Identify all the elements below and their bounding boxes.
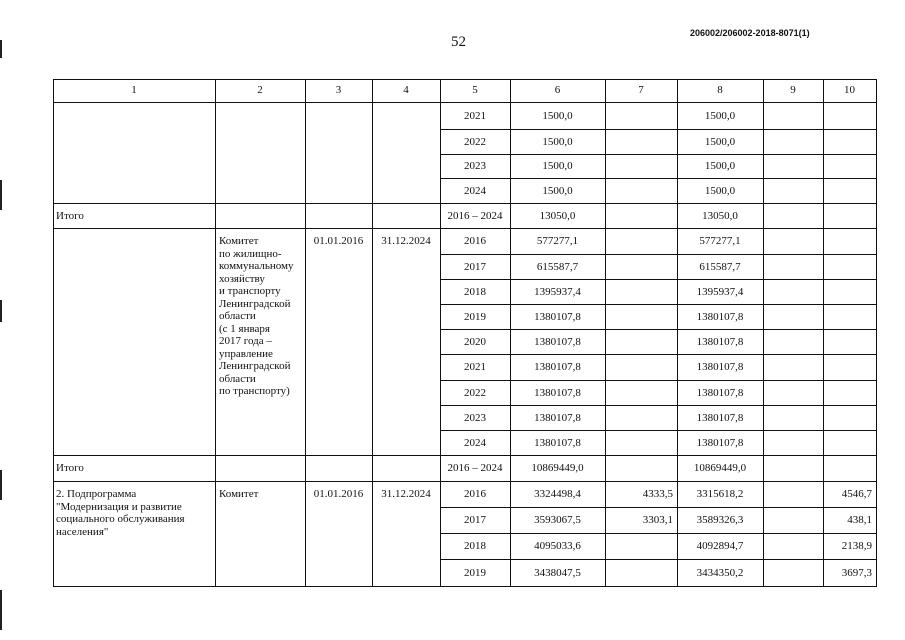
column-header: 9 xyxy=(790,84,796,96)
executor-text: по жилищно- xyxy=(219,247,282,260)
executor-text: Ленинградской xyxy=(219,360,291,372)
table-border xyxy=(53,455,877,456)
year-cell: 2021 xyxy=(464,109,486,122)
total-regional-amount: 13050,0 xyxy=(702,209,738,222)
column-header: 4 xyxy=(403,84,409,96)
scan-edge-mark xyxy=(0,40,2,58)
table-border xyxy=(440,559,877,560)
table-border xyxy=(440,533,877,534)
amount-regional-cell: 1395937,4 xyxy=(696,285,744,298)
table-border xyxy=(53,586,877,587)
year-cell: 2017 xyxy=(464,514,486,526)
amount-other-cell: 2138,9 xyxy=(841,540,872,552)
table-border xyxy=(876,79,877,587)
table-border xyxy=(305,79,306,587)
amount-regional-cell: 1380107,8 xyxy=(696,386,744,399)
executor-text: Комитет xyxy=(219,235,259,247)
total-label: Итого xyxy=(56,462,84,474)
executor-text: и транспорту xyxy=(219,285,281,297)
executor-text: хозяйству xyxy=(219,272,265,285)
column-header: 7 xyxy=(638,84,644,96)
table-border xyxy=(440,304,877,305)
subprogram-name: населения" xyxy=(56,525,109,538)
year-cell: 2022 xyxy=(464,135,486,148)
table-border xyxy=(440,430,877,431)
table-border xyxy=(440,279,877,280)
table-border xyxy=(440,354,877,355)
table-border xyxy=(823,79,824,587)
amount-regional-cell: 1380107,8 xyxy=(696,361,744,373)
amount-regional-cell: 1500,0 xyxy=(704,135,736,148)
year-cell: 2018 xyxy=(464,285,486,298)
table-border xyxy=(440,129,877,130)
amount-total-cell: 3438047,5 xyxy=(534,566,581,579)
start-date: 01.01.2016 xyxy=(313,488,364,500)
total-label: Итого xyxy=(56,209,84,222)
table-border xyxy=(440,79,441,587)
amount-regional-cell: 1500,0 xyxy=(704,160,736,172)
table-border xyxy=(53,79,877,80)
table-border xyxy=(605,79,606,587)
amount-total-cell: 1395937,4 xyxy=(534,285,581,298)
executor-text: Ленинградской xyxy=(219,297,291,310)
amount-regional-cell: 4092894,7 xyxy=(696,540,744,552)
amount-regional-cell: 1500,0 xyxy=(704,109,736,122)
table-border xyxy=(440,380,877,381)
executor-text: по транспорту) xyxy=(219,385,290,397)
amount-total-cell: 3593067,5 xyxy=(534,514,581,526)
table-border xyxy=(215,79,216,587)
column-header: 10 xyxy=(844,84,855,96)
amount-total-cell: 1380107,8 xyxy=(534,411,581,424)
year-cell: 2023 xyxy=(464,160,486,172)
amount-federal-cell: 3303,1 xyxy=(642,514,673,526)
start-date: 01.01.2016 xyxy=(313,235,364,247)
amount-total-cell: 1380107,8 xyxy=(534,436,581,449)
year-cell: 2016 xyxy=(464,488,486,500)
amount-total-cell: 577277,1 xyxy=(536,235,579,247)
table-border xyxy=(53,228,877,229)
year-cell: 2021 xyxy=(464,361,486,373)
amount-regional-cell: 3434350,2 xyxy=(696,566,744,579)
table-border xyxy=(440,507,877,508)
column-header: 8 xyxy=(717,84,723,96)
table-border xyxy=(763,79,764,587)
document-code: 206002/206002-2018-8071(1) xyxy=(690,28,810,38)
executor-text: 2017 года – xyxy=(219,335,272,347)
end-date: 31.12.2024 xyxy=(381,488,431,500)
table-border xyxy=(677,79,678,587)
total-amount: 13050,0 xyxy=(539,209,576,222)
total-period: 2016 – 2024 xyxy=(447,209,503,222)
year-cell: 2016 xyxy=(464,235,486,247)
executor-text: области xyxy=(219,372,256,385)
amount-regional-cell: 3589326,3 xyxy=(696,514,744,526)
total-period: 2016 – 2024 xyxy=(447,462,503,474)
amount-regional-cell: 3315618,2 xyxy=(696,488,744,500)
subprogram-name: 2. Подпрограмма xyxy=(56,488,137,500)
executor-text: коммунальному xyxy=(219,260,294,272)
table-border xyxy=(372,79,373,587)
amount-regional-cell: 615587,7 xyxy=(699,260,741,273)
amount-regional-cell: 1380107,8 xyxy=(696,335,744,348)
executor-text: области xyxy=(219,310,256,322)
subprogram-name: социального обслуживания xyxy=(56,513,185,525)
table-border xyxy=(53,79,54,587)
year-cell: 2019 xyxy=(464,310,486,323)
table-border xyxy=(510,79,511,587)
column-header: 1 xyxy=(131,84,137,96)
amount-total-cell: 1380107,8 xyxy=(534,310,581,323)
executor-text: Комитет xyxy=(219,488,259,500)
scan-edge-mark xyxy=(0,470,2,500)
page-number: 52 xyxy=(451,34,466,50)
end-date: 31.12.2024 xyxy=(381,235,431,247)
table-border xyxy=(53,102,877,103)
scan-edge-mark xyxy=(0,180,2,210)
amount-other-cell: 3697,3 xyxy=(841,566,872,579)
column-header: 3 xyxy=(335,84,342,96)
total-amount: 10869449,0 xyxy=(531,462,584,474)
amount-regional-cell: 1380107,8 xyxy=(696,411,744,424)
amount-total-cell: 615587,7 xyxy=(536,260,579,273)
amount-regional-cell: 1500,0 xyxy=(704,184,736,197)
amount-total-cell: 4095033,6 xyxy=(534,540,581,552)
amount-total-cell: 1500,0 xyxy=(542,109,573,122)
table-border xyxy=(440,329,877,330)
year-cell: 2017 xyxy=(464,260,486,273)
year-cell: 2020 xyxy=(464,335,486,348)
table-border xyxy=(53,481,877,482)
executor-text: управление xyxy=(219,347,273,360)
table-border xyxy=(440,154,877,155)
amount-total-cell: 1500,0 xyxy=(542,135,573,148)
amount-other-cell: 4546,7 xyxy=(841,488,872,500)
year-cell: 2018 xyxy=(464,540,486,552)
column-header: 2 xyxy=(257,84,263,96)
subprogram-name: "Модернизация и развитие xyxy=(56,500,182,513)
executor-text: (с 1 января xyxy=(219,322,270,335)
scan-edge-mark xyxy=(0,590,2,630)
amount-total-cell: 1380107,8 xyxy=(534,386,581,399)
table-border xyxy=(440,178,877,179)
amount-other-cell: 438,1 xyxy=(847,514,872,526)
year-cell: 2022 xyxy=(464,386,486,399)
amount-total-cell: 1500,0 xyxy=(542,184,573,197)
amount-regional-cell: 1380107,8 xyxy=(696,310,744,323)
amount-total-cell: 1500,0 xyxy=(542,160,573,172)
year-cell: 2024 xyxy=(464,184,486,197)
table-border xyxy=(53,203,877,204)
table-border xyxy=(440,405,877,406)
amount-total-cell: 3324498,4 xyxy=(534,488,581,500)
column-header: 5 xyxy=(472,84,478,96)
year-cell: 2024 xyxy=(464,436,486,449)
amount-federal-cell: 4333,5 xyxy=(642,488,673,500)
amount-total-cell: 1380107,8 xyxy=(534,361,581,373)
amount-regional-cell: 1380107,8 xyxy=(696,436,744,449)
year-cell: 2023 xyxy=(464,411,486,424)
amount-regional-cell: 577277,1 xyxy=(699,235,741,247)
total-regional-amount: 10869449,0 xyxy=(693,462,747,474)
column-header: 6 xyxy=(554,84,561,96)
year-cell: 2019 xyxy=(464,566,486,579)
scan-edge-mark xyxy=(0,300,2,322)
table-border xyxy=(440,254,877,255)
amount-total-cell: 1380107,8 xyxy=(534,335,581,348)
